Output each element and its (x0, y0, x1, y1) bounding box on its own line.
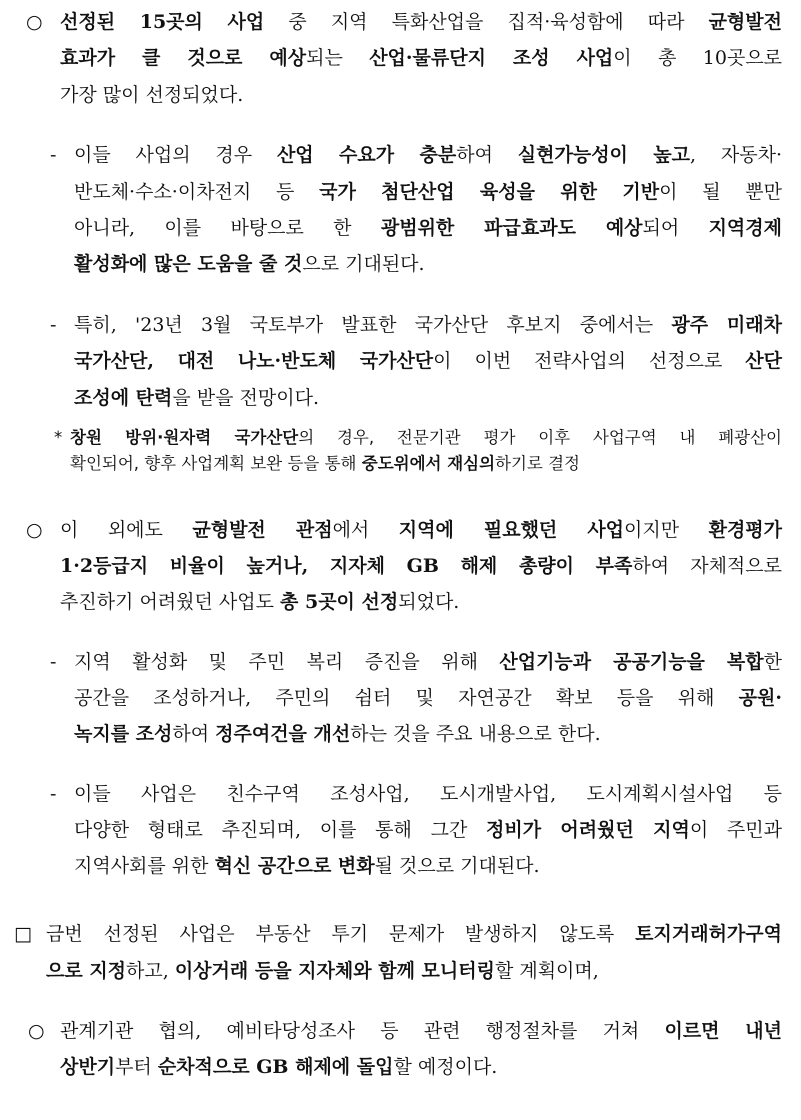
dash-bullet: - (50, 783, 57, 805)
text-run: 지역사회를 위한 (74, 855, 215, 877)
bold-text-run: 광주 미래차 (671, 314, 782, 336)
text-run: 을 받을 전망이다. (172, 387, 319, 409)
dash-bullet: - (50, 651, 57, 673)
text-run: 의 경우, 전문기관 평가 이후 사업구역 내 폐광산이 (298, 428, 782, 447)
text-line (70, 426, 782, 450)
text-run: 되어 (642, 217, 709, 239)
bold-text-run: 효과가 클 것으로 예상 (60, 47, 307, 69)
text-line (74, 852, 540, 880)
text-run: , 자동차· (690, 144, 782, 166)
checkbox-bullet: □ (14, 923, 32, 945)
text-run: 될 것으로 기대된다. (374, 855, 540, 877)
bold-text-run: 지역에 필요했던 사업 (398, 519, 625, 541)
text-line (74, 141, 782, 169)
bold-text-run: 활성화에 많은 도움을 줄 것 (74, 253, 303, 275)
text-run: 관계기관 협의, 예비타당성조사 등 관련 행정절차를 거쳐 (60, 1020, 665, 1042)
text-run: 금번 선정된 사업은 부동산 투기 문제가 발생하지 않도록 (46, 923, 636, 945)
text-run: 하기로 결정 (495, 454, 580, 473)
bold-text-run: 산업기능과 공공기능을 복합 (499, 651, 764, 673)
text-run: 이들 사업의 경우 (74, 144, 277, 166)
asterisk-bullet: * (54, 428, 63, 447)
bold-text-run: 지역경제 (708, 217, 782, 239)
text-run: 이지만 (624, 519, 709, 541)
circle-bullet: ○ (28, 1020, 45, 1042)
text-run: 되는 (306, 47, 370, 69)
text-run: 이들 사업은 친수구역 조성사업, 도시개발사업, 도시계획시설사업 등 (74, 783, 782, 805)
circle-bullet: ○ (26, 11, 43, 33)
text-line (74, 816, 782, 844)
bold-text-run: 중도위에서 재심의 (361, 454, 496, 473)
dash-bullet: - (50, 144, 57, 166)
bold-text-run: 산업·물류단지 조성 사업 (369, 47, 614, 69)
text-run: 할 예정이다. (393, 1056, 498, 1078)
bold-text-run: 균형발전 (708, 11, 782, 33)
text-run: 에서 (332, 519, 399, 541)
bold-text-run: 공원· (738, 687, 782, 709)
text-line (46, 920, 782, 948)
text-line (74, 648, 782, 676)
text-line (74, 780, 782, 808)
bold-text-run: 토지거래허가구역 (635, 923, 782, 945)
bold-text-run: 균형발전 관점 (192, 519, 333, 541)
text-run: 하는 것을 주요 내용으로 한다. (350, 723, 601, 745)
bold-text-run: 국가산단, 대전 나노·반도체 국가산단 (74, 350, 434, 372)
dash-bullet: - (50, 314, 57, 336)
bold-text-run: 창원 방위·원자력 국가산단 (70, 428, 299, 447)
bold-text-run: 이상거래 등을 지자체와 함께 모니터링 (174, 960, 495, 982)
text-run: 지역 활성화 및 주민 복리 증진을 위해 (74, 651, 500, 673)
text-run: 중 지역 특화산업을 집적·육성함에 따라 (264, 11, 709, 33)
text-run: 되었다. (398, 591, 460, 613)
text-line (60, 588, 459, 616)
text-line (60, 8, 782, 36)
text-run: 하고, (126, 960, 175, 982)
bold-text-run: 순차적으로 GB 해제에 돌입 (157, 1056, 394, 1078)
text-run: 한 (763, 651, 782, 673)
text-line (60, 516, 782, 544)
bold-text-run: 상반기 (60, 1056, 116, 1078)
text-run: 공간을 조성하거나, 주민의 쉼터 및 자연공간 확보 등을 위해 (74, 687, 739, 709)
text-line (74, 684, 782, 712)
bold-text-run: 실현가능성이 높고 (517, 144, 691, 166)
text-line (74, 347, 782, 375)
bold-text-run: 광범위한 파급효과도 예상 (380, 217, 643, 239)
bold-text-run: 정비가 어려웠던 지역 (486, 819, 690, 841)
bold-text-run: 조성에 탄력 (74, 387, 173, 409)
text-line (74, 384, 319, 412)
text-run: 추진하기 어려웠던 사업도 (60, 591, 281, 613)
bold-text-run: 산단 (745, 350, 782, 372)
bold-text-run: 국가 첨단산업 육성을 위한 기반 (319, 181, 660, 203)
bold-text-run: 정주여건을 개선 (215, 723, 351, 745)
text-run: 할 계획이며, (494, 960, 599, 982)
bold-text-run: 산업 수요가 충분 (276, 144, 457, 166)
text-line (74, 250, 425, 278)
text-run: 으로 기대된다. (302, 253, 425, 275)
text-line (74, 311, 782, 339)
text-run: 하여 (456, 144, 518, 166)
text-line (60, 552, 782, 580)
bold-text-run: 녹지를 조성 (74, 723, 173, 745)
text-run: 이 될 뿐만 (659, 181, 783, 203)
text-run: 이 이번 전략사업의 선정으로 (433, 350, 746, 372)
text-run: 하여 자체적으로 (632, 555, 782, 577)
text-run: 이 외에도 (60, 519, 193, 541)
text-run: 이 주민과 (689, 819, 782, 841)
text-run: 아니라, 이를 바탕으로 한 (74, 217, 381, 239)
text-run: 하여 (172, 723, 216, 745)
text-run: 다양한 형태로 추진되며, 이를 통해 그간 (74, 819, 487, 841)
bold-text-run: 환경평가 (708, 519, 783, 541)
text-run: 반도체·수소·이차전지 등 (74, 181, 320, 203)
text-line (74, 214, 782, 242)
text-run: 특히, '23년 3월 국토부가 발표한 국가산단 후보지 중에서는 (74, 314, 672, 336)
text-line (70, 452, 580, 476)
bold-text-run: 으로 지정 (46, 960, 127, 982)
text-run: 가장 많이 선정되었다. (60, 84, 244, 106)
text-line (60, 81, 243, 109)
text-run: 부터 (115, 1056, 158, 1078)
bold-text-run: 선정된 15곳의 사업 (60, 11, 265, 33)
text-line (60, 44, 782, 72)
bold-text-run: 혁신 공간으로 변화 (214, 855, 375, 877)
circle-bullet: ○ (26, 519, 43, 541)
text-line (60, 1053, 497, 1081)
text-run: 이 총 10곳으로 (613, 47, 783, 69)
text-run: 확인되어, 향후 사업계획 보완 등을 통해 (70, 454, 362, 473)
text-line (46, 957, 599, 985)
text-line (60, 1017, 782, 1045)
bold-text-run: 이르면 내년 (664, 1020, 782, 1042)
bold-text-run: 1·2등급지 비율이 높거나, 지자체 GB 해제 총량이 부족 (60, 555, 633, 577)
text-line (74, 178, 782, 206)
bold-text-run: 총 5곳이 선정 (280, 591, 399, 613)
text-line (74, 720, 601, 748)
